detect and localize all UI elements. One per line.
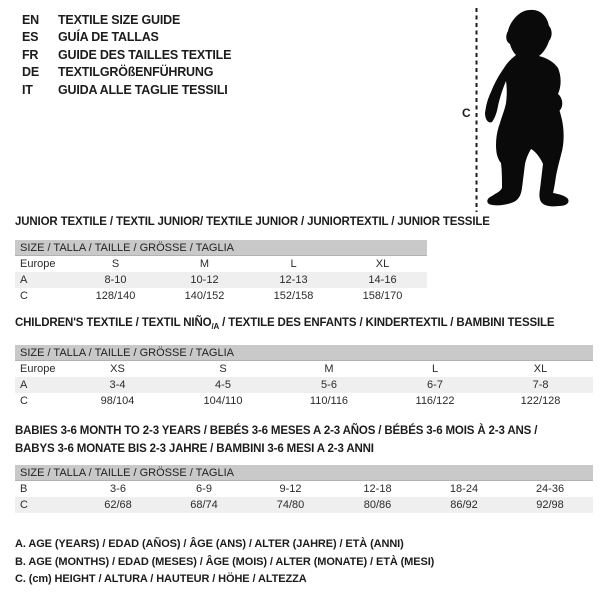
size-header-label: SIZE / TALLA / TAILLE / GRÖSSE / TAGLIA <box>15 240 427 256</box>
size-cell: 110/116 <box>309 395 349 407</box>
babies-title-line2: BABYS 3-6 MONATE BIS 2-3 JAHRE / BAMBINI 3-6 MESI A 2-3 ANNI <box>15 443 374 455</box>
size-cell: 6-9 <box>196 483 212 495</box>
language-code: EN <box>22 13 39 27</box>
size-cell: 5-6 <box>276 377 382 393</box>
table-size-header-row <box>15 345 593 361</box>
language-label: GUIDE DES TAILLES TEXTILE <box>58 47 232 62</box>
babies-section-title <box>15 422 537 458</box>
table-size-header-row <box>15 465 593 481</box>
language-code: DE <box>22 65 39 80</box>
size-cell: 74/80 <box>247 497 334 513</box>
row-label-cell: C <box>20 395 28 407</box>
footnote-legend <box>15 536 434 589</box>
language-code: IT <box>22 82 33 97</box>
size-cell: 98/104 <box>100 395 135 407</box>
language-label: GUÍA DE TALLAS <box>58 30 159 45</box>
row-label-cell: Europe <box>20 363 56 375</box>
size-cell: 86/92 <box>421 497 507 513</box>
height-label-c: C <box>462 106 471 120</box>
size-cell: 92/98 <box>507 497 593 513</box>
size-cell: 122/128 <box>520 395 561 407</box>
size-cell: S <box>111 258 120 270</box>
size-cell: 14-16 <box>338 272 427 288</box>
row-label-cell: A <box>15 377 65 393</box>
size-cell: XS <box>110 363 125 375</box>
size-cell: 24-36 <box>535 483 565 495</box>
language-code: ES <box>22 30 39 45</box>
size-header-label: SIZE / TALLA / TAILLE / GRÖSSE / TAGLIA <box>15 465 593 481</box>
table-row-europe <box>15 361 593 378</box>
size-cell: 68/74 <box>161 497 247 513</box>
size-cell: 8-10 <box>71 272 160 288</box>
size-cell: 140/152 <box>184 290 225 302</box>
table-row-age <box>15 377 593 393</box>
language-guide-block <box>22 12 231 99</box>
language-row <box>22 64 231 81</box>
toddler-silhouette-shape <box>485 10 569 206</box>
size-cell: 158/170 <box>362 290 403 302</box>
language-label: GUIDA ALLE TAGLIE TESSILI <box>58 82 228 97</box>
row-label-cell: Europe <box>20 258 56 270</box>
toddler-silhouette-icon <box>458 0 600 215</box>
size-cell: 128/140 <box>95 290 136 302</box>
table-row-age <box>15 272 427 288</box>
size-cell: S <box>219 363 227 375</box>
size-cell: 9-12 <box>279 483 302 495</box>
size-cell: M <box>324 363 334 375</box>
title-text: / TEXTILE DES ENFANTS / KINDERTEXTIL / BAMBINI TESSILE <box>219 317 555 329</box>
size-cell: 116/122 <box>415 395 455 407</box>
language-label: TEXTILGRÖßENFÜHRUNG <box>58 65 214 80</box>
row-label-cell: C <box>20 290 28 302</box>
childrens-size-table <box>15 345 593 409</box>
size-cell: 7-8 <box>488 377 593 393</box>
row-label-cell: B <box>20 483 28 495</box>
row-label-cell: A <box>15 272 71 288</box>
babies-title-line1: BABIES 3-6 MONTH TO 2-3 YEARS / BEBÉS 3-6 MESES A 2-3 AÑOS / BÉBÉS 3-6 MOIS À 2-3 ANS / <box>15 425 538 437</box>
table-row-months <box>15 481 593 498</box>
size-cell: 12-13 <box>249 272 338 288</box>
size-cell: 12-18 <box>363 483 392 495</box>
title-text: CHILDREN'S TEXTILE / TEXTIL NIÑO <box>15 317 212 329</box>
language-row <box>22 82 231 99</box>
language-row <box>22 47 231 64</box>
language-label: TEXTILE SIZE GUIDE <box>58 13 181 27</box>
size-cell: 10-12 <box>160 272 249 288</box>
size-cell: 18-24 <box>449 483 479 495</box>
childrens-section-title <box>15 317 554 331</box>
babies-size-table <box>15 465 593 513</box>
height-figure <box>458 0 600 215</box>
language-row <box>22 29 231 46</box>
table-row-height <box>15 288 427 304</box>
size-cell: 152/158 <box>273 290 314 302</box>
table-size-header-row <box>15 240 427 256</box>
junior-section-title: JUNIOR TEXTILE / TEXTIL JUNIOR/ TEXTILE JUNIOR / JUNIORTEXTIL / JUNIOR TESSILE <box>15 216 490 228</box>
table-row-height <box>15 497 593 513</box>
size-cell: L <box>290 258 297 270</box>
language-code: FR <box>22 47 39 62</box>
table-row-europe <box>15 256 427 273</box>
language-row <box>22 12 231 29</box>
size-cell: 104/110 <box>203 395 243 407</box>
size-cell: 80/86 <box>334 497 421 513</box>
size-cell: XL <box>533 363 548 375</box>
size-cell: XL <box>375 258 390 270</box>
junior-size-table <box>15 240 427 304</box>
size-cell: 4-5 <box>170 377 276 393</box>
size-header-label: SIZE / TALLA / TAILLE / GRÖSSE / TAGLIA <box>15 345 593 361</box>
size-cell: 3-6 <box>110 483 126 495</box>
footnote-line-a: A. AGE (YEARS) / EDAD (AÑOS) / ÂGE (ANS) / ALTER (JAHRE) / ETÀ (ANNI) <box>15 538 404 550</box>
table-row-height <box>15 393 593 409</box>
size-cell: 3-4 <box>65 377 170 393</box>
size-cell: 62/68 <box>75 497 161 513</box>
size-cell: L <box>431 363 439 375</box>
footnote-line-c: C. (cm) HEIGHT / ALTURA / HAUTEUR / HÖHE / ALTEZZA <box>15 573 307 586</box>
row-label-cell: C <box>15 497 75 513</box>
footnote-line-b: B. AGE (MONTHS) / EDAD (MESES) / ÂGE (MOIS) / ALTER (MONATE) / ETÀ (MESI) <box>15 555 435 568</box>
size-cell: 6-7 <box>382 377 488 393</box>
title-subscript: /A <box>211 322 220 331</box>
size-cell: M <box>199 258 210 270</box>
